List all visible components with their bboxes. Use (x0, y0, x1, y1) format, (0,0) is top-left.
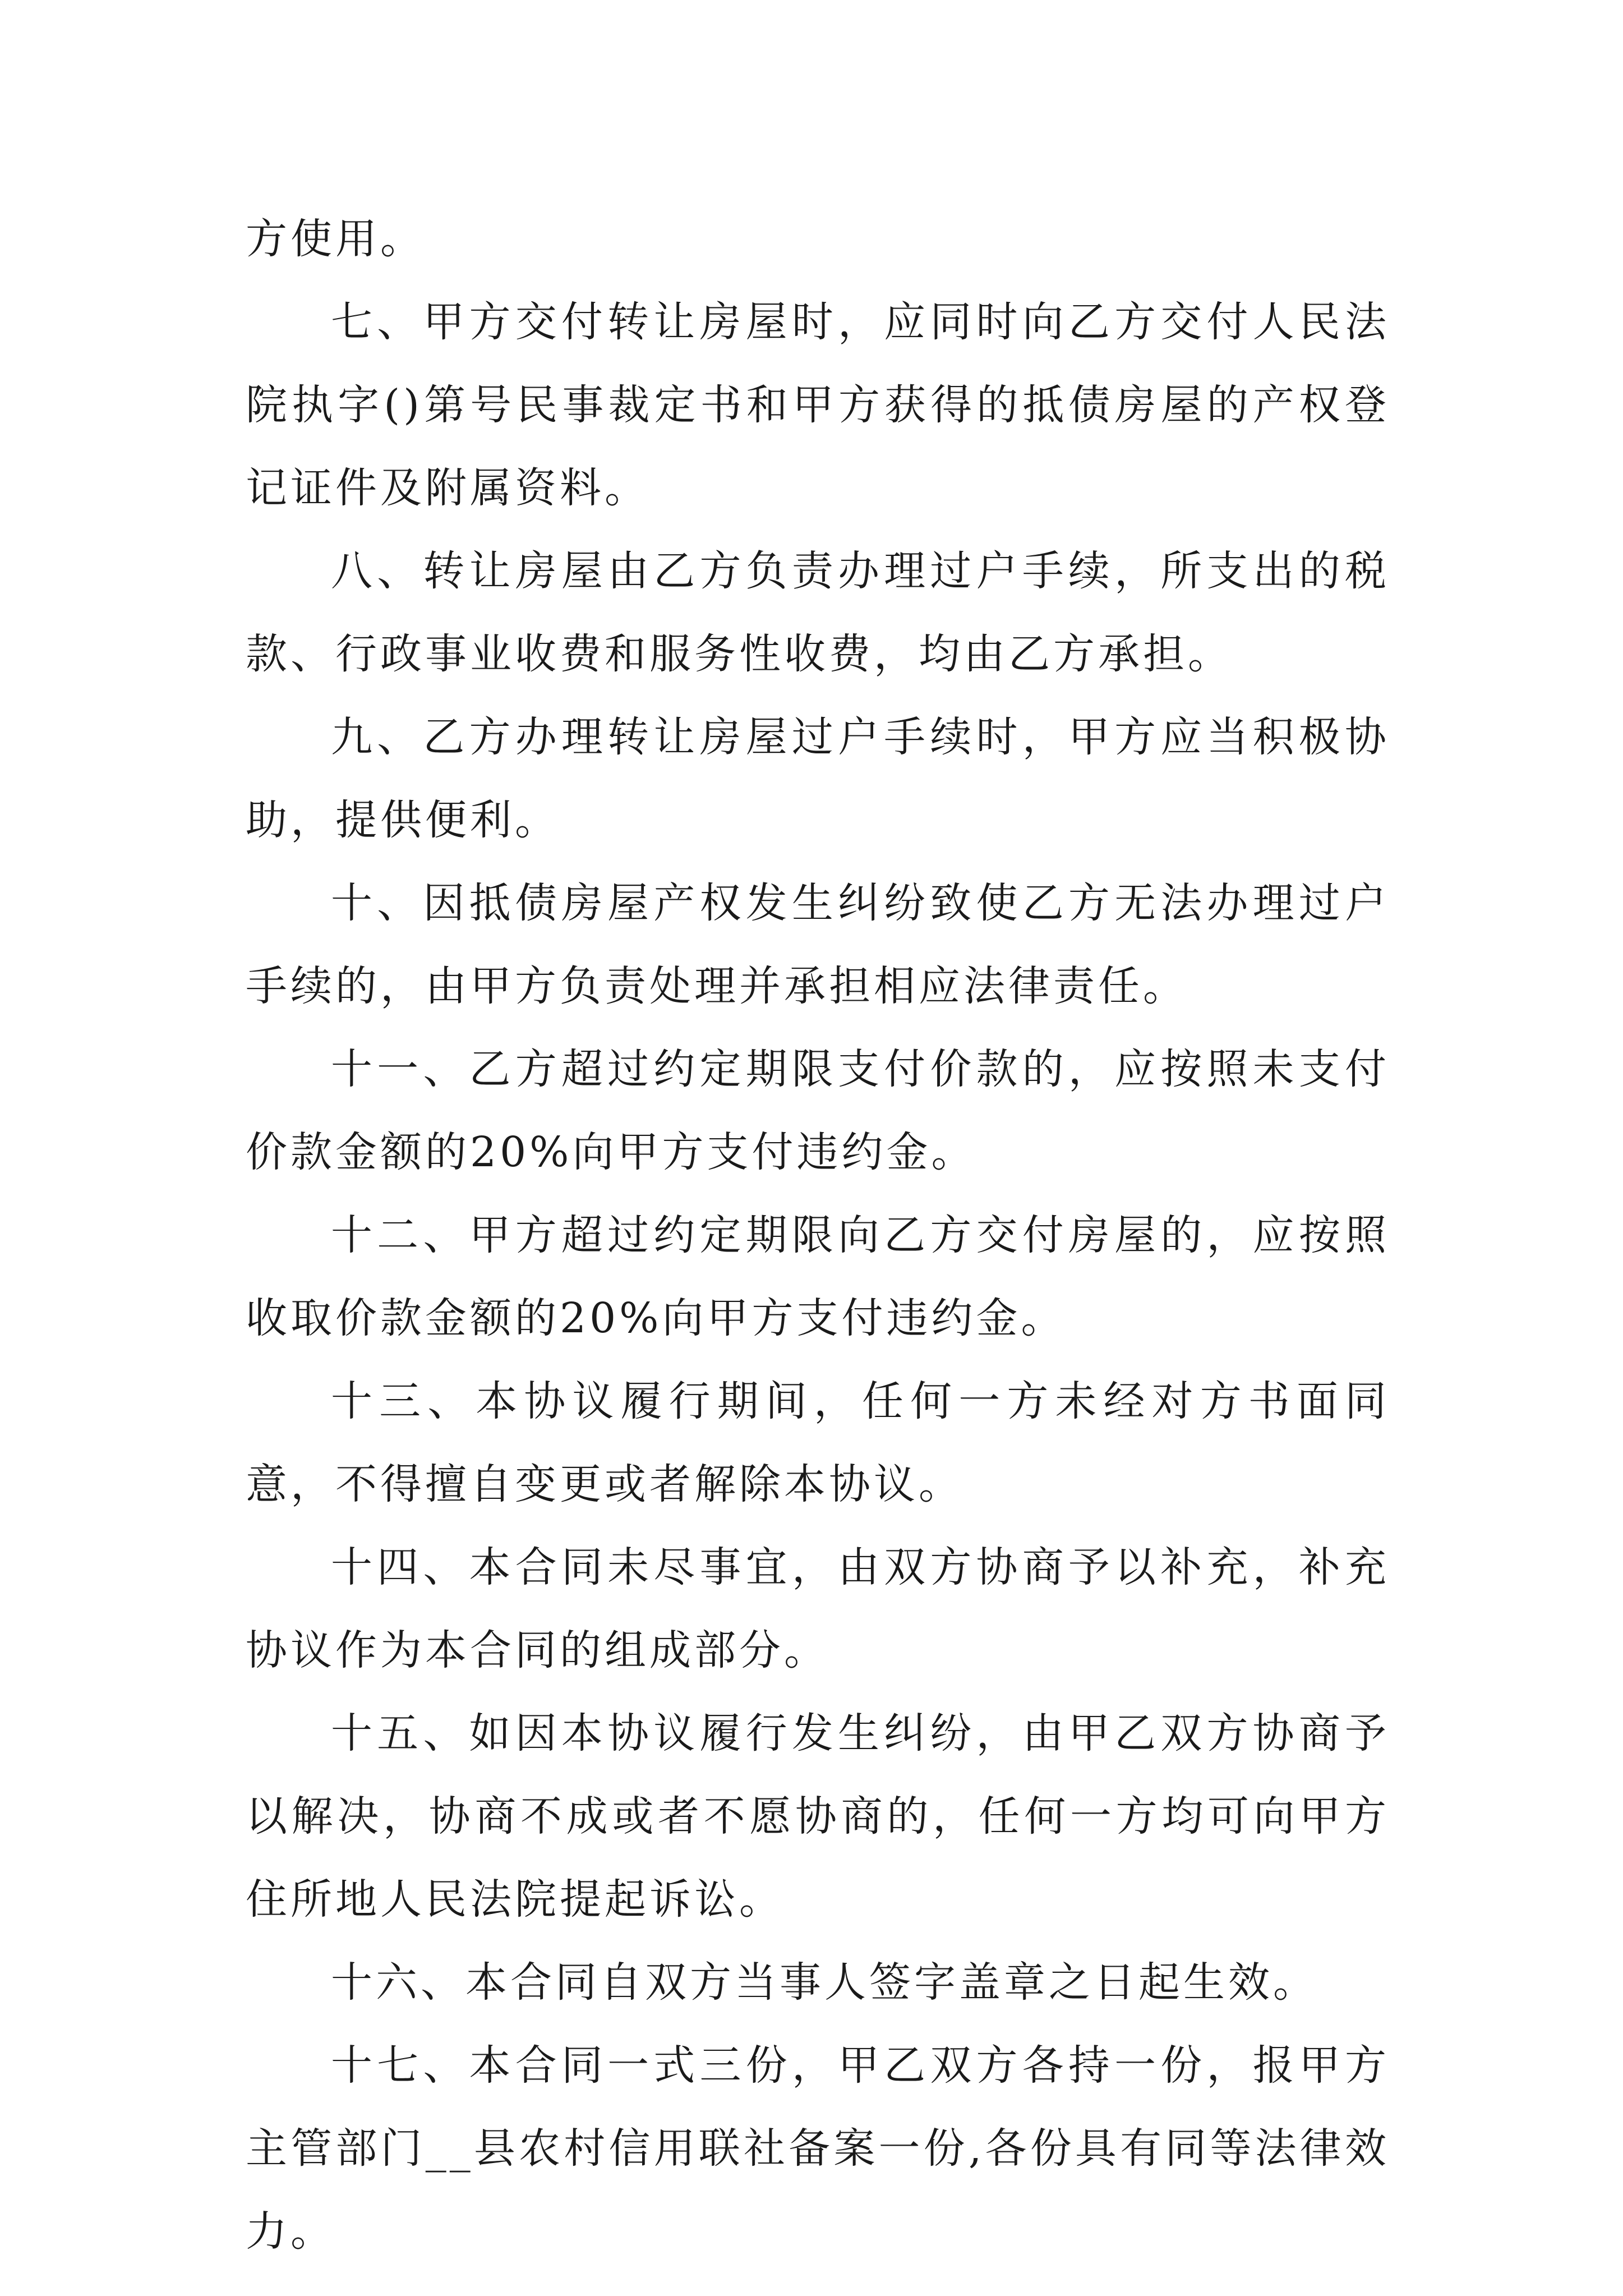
clause-7: 七、甲方交付转让房屋时，应同时向乙方交付人民法院执字()第号民事裁定书和甲方获得的抵债房屋的产权登记证件及附属资料。 (246, 298, 1390, 512)
clause-15: 十五、如因本协议履行发生纠纷，由甲乙双方协商予以解决，协商不成或者不愿协商的，任何一方均可向甲方住所地人民法院提起诉讼。 (246, 1709, 1390, 1924)
clause-10: 十、因抵债房屋产权发生纠纷致使乙方无法办理过户手续的，由甲方负责处理并承担相应法律责任。 (246, 879, 1390, 1010)
clause-8: 八、转让房屋由乙方负责办理过户手续，所支出的税款、行政事业收费和服务性收费，均由乙方承担。 (246, 547, 1390, 678)
clause-12: 十二、甲方超过约定期限向乙方交付房屋的，应按照收取价款金额的20%向甲方支付违约金。 (246, 1211, 1390, 1342)
clause-16: 十六、本合同自双方当事人签字盖章之日起生效。 (331, 1958, 1318, 2007)
clause-14: 十四、本合同未尽事宜，由双方协商予以补充，补充协议作为本合同的组成部分。 (246, 1543, 1390, 1674)
clause-11: 十一、乙方超过约定期限支付价款的，应按照未支付价款金额的20%向甲方支付违约金。 (246, 1045, 1390, 1176)
clause-13: 十三、本协议履行期间，任何一方未经对方书面同意，不得擅自变更或者解除本协议。 (246, 1377, 1390, 1508)
clause-9: 九、乙方办理转让房屋过户手续时，甲方应当积极协助，提供便利。 (246, 713, 1390, 844)
clause-17: 十七、本合同一式三份，甲乙双方各持一份，报甲方主管部门__县农村信用联社备案一份,各份具有同等法律效力。 (246, 2041, 1390, 2256)
paragraph-continuation: 方使用。 (246, 215, 425, 263)
document-body (246, 197, 1390, 2273)
